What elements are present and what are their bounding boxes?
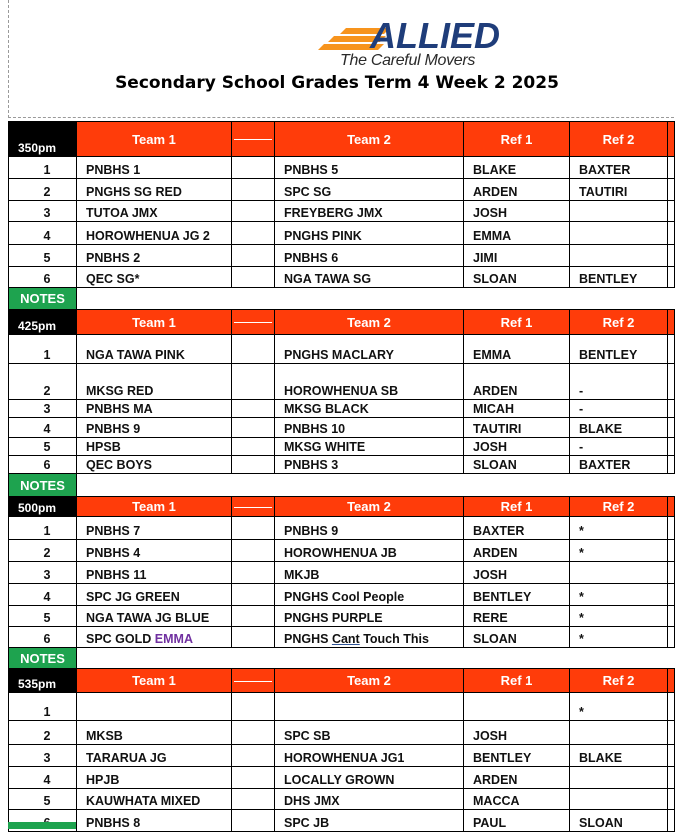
column-header-spacer	[668, 497, 675, 517]
team1-cell: QEC BOYS	[77, 456, 232, 474]
empty-cell	[232, 456, 275, 474]
ref2-cell	[570, 201, 668, 222]
team1-cell: MKSB	[77, 721, 232, 745]
empty-cell	[232, 222, 275, 245]
time-slot: 350pm	[9, 122, 77, 157]
game-number: 5	[9, 606, 77, 627]
ref1-cell: SLOAN	[464, 627, 570, 648]
column-header-ref1: Ref 1	[464, 669, 570, 693]
table-row	[9, 584, 675, 606]
ref2-cell: *	[570, 584, 668, 606]
team1-cell: PNBHS MA	[77, 400, 232, 418]
spacer-cell	[668, 201, 675, 222]
table-row	[9, 767, 675, 789]
table-row	[9, 789, 675, 810]
game-number: 4	[9, 767, 77, 789]
empty-cell	[232, 627, 275, 648]
page-title: Secondary School Grades Term 4 Week 2 2025	[115, 73, 559, 93]
game-number: 1	[9, 335, 77, 364]
team2-cell: LOCALLY GROWN	[275, 767, 464, 789]
ref2-cell: *	[570, 540, 668, 562]
team2-cell: NGA TAWA SG	[275, 267, 464, 288]
ref1-cell: JOSH	[464, 438, 570, 456]
team1-cell	[77, 693, 232, 721]
table-row	[9, 627, 675, 648]
ref1-cell: JOSH	[464, 721, 570, 745]
ref1-cell: ARDEN	[464, 179, 570, 201]
empty-cell	[232, 606, 275, 627]
spacer-cell	[668, 562, 675, 584]
table-row	[9, 810, 675, 832]
empty-cell	[232, 517, 275, 540]
team2-cell: PNGHS PINK	[275, 222, 464, 245]
column-header-team2: Team 2	[275, 497, 464, 517]
ref1-cell: JIMI	[464, 245, 570, 267]
game-number: 5	[9, 438, 77, 456]
ref2-cell: *	[570, 693, 668, 721]
empty-cell	[232, 789, 275, 810]
team2-cell	[275, 627, 464, 648]
time-slot: 500pm	[9, 497, 77, 517]
empty-cell	[232, 540, 275, 562]
ref2-cell	[570, 767, 668, 789]
team1-cell: PNBHS 9	[77, 418, 232, 438]
table-row	[9, 179, 675, 201]
game-number: 3	[9, 562, 77, 584]
column-header-ref1: Ref 1	[464, 310, 570, 335]
game-number: 3	[9, 745, 77, 767]
spacer-cell	[668, 693, 675, 721]
spacer-cell	[668, 400, 675, 418]
ref2-cell: *	[570, 627, 668, 648]
table-row	[9, 562, 675, 584]
team1-cell: KAUWHATA MIXED	[77, 789, 232, 810]
spacer-cell	[668, 157, 675, 179]
team2-cell: PNBHS 5	[275, 157, 464, 179]
spacer-cell	[668, 418, 675, 438]
spacer-cell	[668, 245, 675, 267]
team1-cell: TARARUA JG	[77, 745, 232, 767]
game-number: 1	[9, 157, 77, 179]
column-header-divider	[232, 122, 275, 157]
column-header-team1: Team 1	[77, 122, 232, 157]
spacer-cell	[668, 364, 675, 400]
ref2-cell: SLOAN	[570, 810, 668, 832]
time-slot: 535pm	[9, 669, 77, 693]
column-header-team2: Team 2	[275, 122, 464, 157]
notes-label: NOTES	[9, 288, 77, 310]
team1-cell: PNBHS 11	[77, 562, 232, 584]
empty-cell	[232, 721, 275, 745]
table-row	[9, 400, 675, 418]
column-header-divider	[232, 310, 275, 335]
empty-cell	[232, 157, 275, 179]
ref1-cell: BENTLEY	[464, 584, 570, 606]
team2-cell: MKSG WHITE	[275, 438, 464, 456]
game-number: 4	[9, 418, 77, 438]
game-number: 6	[9, 456, 77, 474]
team2-cell: FREYBERG JMX	[275, 201, 464, 222]
table-row	[9, 201, 675, 222]
empty-cell	[232, 693, 275, 721]
ref1-cell: EMMA	[464, 222, 570, 245]
ref1-cell: JOSH	[464, 562, 570, 584]
team2-cell: HOROWHENUA JB	[275, 540, 464, 562]
column-header-team1: Team 1	[77, 669, 232, 693]
table-row	[9, 606, 675, 627]
spacer-cell	[668, 517, 675, 540]
spacer-cell	[668, 810, 675, 832]
spacer-cell	[668, 456, 675, 474]
team1-highlight: EMMA	[154, 632, 193, 646]
spacer-cell	[668, 267, 675, 288]
ref2-cell: -	[570, 438, 668, 456]
team2-cell: PNBHS 3	[275, 456, 464, 474]
time-header-row	[9, 122, 675, 157]
column-header-team2: Team 2	[275, 669, 464, 693]
game-number: 5	[9, 789, 77, 810]
table-row	[9, 245, 675, 267]
column-header-ref2: Ref 2	[570, 122, 668, 157]
game-number: 2	[9, 364, 77, 400]
ref2-cell	[570, 222, 668, 245]
team2-cell: PNBHS 10	[275, 418, 464, 438]
table-row	[9, 267, 675, 288]
team1-cell: HOROWHENUA JG 2	[77, 222, 232, 245]
team1-cell: HPJB	[77, 767, 232, 789]
column-header-ref2: Ref 2	[570, 669, 668, 693]
team2-cell: PNBHS 6	[275, 245, 464, 267]
notes-row	[9, 474, 675, 497]
ref1-cell: PAUL	[464, 810, 570, 832]
spacer-cell	[668, 606, 675, 627]
empty-cell	[232, 201, 275, 222]
ref1-cell: BLAKE	[464, 157, 570, 179]
notes-content	[77, 288, 675, 310]
ref2-cell: BLAKE	[570, 745, 668, 767]
notes-content	[77, 474, 675, 497]
team1-cell: TUTOA JMX	[77, 201, 232, 222]
game-number: 3	[9, 400, 77, 418]
column-header-spacer	[668, 669, 675, 693]
team2-text-end: Touch This	[359, 632, 429, 646]
table-row	[9, 364, 675, 400]
ref2-cell: BAXTER	[570, 456, 668, 474]
column-header-spacer	[668, 122, 675, 157]
column-header-divider	[232, 497, 275, 517]
ref1-cell: BAXTER	[464, 517, 570, 540]
empty-cell	[232, 418, 275, 438]
column-header-ref1: Ref 1	[464, 497, 570, 517]
spacer-cell	[668, 584, 675, 606]
team1-cell: PNBHS 4	[77, 540, 232, 562]
table-row	[9, 745, 675, 767]
ref2-cell: *	[570, 606, 668, 627]
empty-cell	[232, 438, 275, 456]
ref1-cell: RERE	[464, 606, 570, 627]
team1-cell: NGA TAWA JG BLUE	[77, 606, 232, 627]
team1-cell: QEC SG*	[77, 267, 232, 288]
logo-tagline: The Careful Movers	[340, 52, 476, 69]
team1-cell	[77, 627, 232, 648]
ref2-cell: BENTLEY	[570, 267, 668, 288]
logo-brand: ALLIED	[370, 15, 500, 56]
ref1-cell: JOSH	[464, 201, 570, 222]
game-number: 2	[9, 179, 77, 201]
column-header-divider	[232, 669, 275, 693]
ref2-cell	[570, 721, 668, 745]
spacer-cell	[668, 627, 675, 648]
column-header-team2: Team 2	[275, 310, 464, 335]
team1-cell: PNBHS 2	[77, 245, 232, 267]
column-header-spacer	[668, 310, 675, 335]
game-number: 3	[9, 201, 77, 222]
ref2-cell: BENTLEY	[570, 335, 668, 364]
team2-cell: DHS JMX	[275, 789, 464, 810]
team2-cell: HOROWHENUA JG1	[275, 745, 464, 767]
spacer-cell	[668, 789, 675, 810]
team2-cell: HOROWHENUA SB	[275, 364, 464, 400]
column-header-ref2: Ref 2	[570, 310, 668, 335]
ref2-cell	[570, 789, 668, 810]
team2-text-underlined: Cant	[331, 632, 360, 646]
ref1-cell: MACCA	[464, 789, 570, 810]
spacer-cell	[668, 438, 675, 456]
team2-cell	[275, 693, 464, 721]
table-row	[9, 222, 675, 245]
team2-cell: MKSG BLACK	[275, 400, 464, 418]
table-row	[9, 517, 675, 540]
ref1-cell: TAUTIRI	[464, 418, 570, 438]
team2-cell: SPC SB	[275, 721, 464, 745]
team1-cell: PNBHS 1	[77, 157, 232, 179]
team2-cell: PNGHS Cool People	[275, 584, 464, 606]
game-number: 4	[9, 584, 77, 606]
ref2-cell: -	[570, 364, 668, 400]
game-number: 4	[9, 222, 77, 245]
team1-cell: NGA TAWA PINK	[77, 335, 232, 364]
ref2-cell	[570, 245, 668, 267]
table-row	[9, 693, 675, 721]
ref2-cell	[570, 562, 668, 584]
empty-cell	[232, 245, 275, 267]
ref2-cell: *	[570, 517, 668, 540]
notes-label: NOTES	[9, 474, 77, 497]
ref1-cell: EMMA	[464, 335, 570, 364]
ref1-cell: BENTLEY	[464, 745, 570, 767]
time-header-row	[9, 497, 675, 517]
schedule-table	[8, 121, 675, 832]
notes-content	[77, 648, 675, 669]
table-row	[9, 540, 675, 562]
column-header-team1: Team 1	[77, 497, 232, 517]
table-row	[9, 438, 675, 456]
spacer-cell	[668, 767, 675, 789]
team1-cell: PNBHS 8	[77, 810, 232, 832]
empty-cell	[232, 400, 275, 418]
ref1-cell: ARDEN	[464, 364, 570, 400]
ref1-cell	[464, 693, 570, 721]
spacer-cell	[668, 745, 675, 767]
spacer-cell	[668, 335, 675, 364]
empty-cell	[232, 364, 275, 400]
notes-label: NOTES	[9, 648, 77, 669]
column-header-ref2: Ref 2	[570, 497, 668, 517]
time-header-row	[9, 310, 675, 335]
time-slot: 425pm	[9, 310, 77, 335]
table-row	[9, 335, 675, 364]
spacer-cell	[668, 179, 675, 201]
empty-cell	[232, 810, 275, 832]
spacer-cell	[668, 540, 675, 562]
ref1-cell: SLOAN	[464, 267, 570, 288]
team2-cell: PNGHS PURPLE	[275, 606, 464, 627]
spacer-cell	[668, 222, 675, 245]
column-header-ref1: Ref 1	[464, 122, 570, 157]
game-number: 1	[9, 517, 77, 540]
game-number: 2	[9, 540, 77, 562]
ref1-cell: ARDEN	[464, 540, 570, 562]
ref1-cell: ARDEN	[464, 767, 570, 789]
game-number: 5	[9, 245, 77, 267]
team2-cell: PNGHS MACLARY	[275, 335, 464, 364]
ref2-cell: -	[570, 400, 668, 418]
spacer-cell	[668, 721, 675, 745]
team1-text: SPC GOLD	[86, 632, 152, 646]
team1-cell: PNGHS SG RED	[77, 179, 232, 201]
team1-cell: PNBHS 7	[77, 517, 232, 540]
table-row	[9, 418, 675, 438]
ref1-cell: SLOAN	[464, 456, 570, 474]
team1-cell: HPSB	[77, 438, 232, 456]
ref1-cell: MICAH	[464, 400, 570, 418]
team1-cell: SPC JG GREEN	[77, 584, 232, 606]
column-header-team1: Team 1	[77, 310, 232, 335]
empty-cell	[232, 179, 275, 201]
game-number: 2	[9, 721, 77, 745]
ref2-cell: TAUTIRI	[570, 179, 668, 201]
team2-text-start: PNGHS	[284, 632, 332, 646]
table-row	[9, 157, 675, 179]
notes-label-partial	[8, 822, 76, 829]
empty-cell	[232, 562, 275, 584]
team1-cell: MKSG RED	[77, 364, 232, 400]
game-number: 6	[9, 267, 77, 288]
notes-row	[9, 648, 675, 669]
empty-cell	[232, 584, 275, 606]
ref2-cell: BLAKE	[570, 418, 668, 438]
game-number: 6	[9, 627, 77, 648]
empty-cell	[232, 767, 275, 789]
team2-cell: SPC JB	[275, 810, 464, 832]
team2-cell: PNBHS 9	[275, 517, 464, 540]
game-number: 1	[9, 693, 77, 721]
table-row	[9, 456, 675, 474]
empty-cell	[232, 267, 275, 288]
notes-row	[9, 288, 675, 310]
empty-cell	[232, 745, 275, 767]
time-header-row	[9, 669, 675, 693]
team2-cell: SPC SG	[275, 179, 464, 201]
empty-cell	[232, 335, 275, 364]
team2-cell: MKJB	[275, 562, 464, 584]
table-row	[9, 721, 675, 745]
ref2-cell: BAXTER	[570, 157, 668, 179]
